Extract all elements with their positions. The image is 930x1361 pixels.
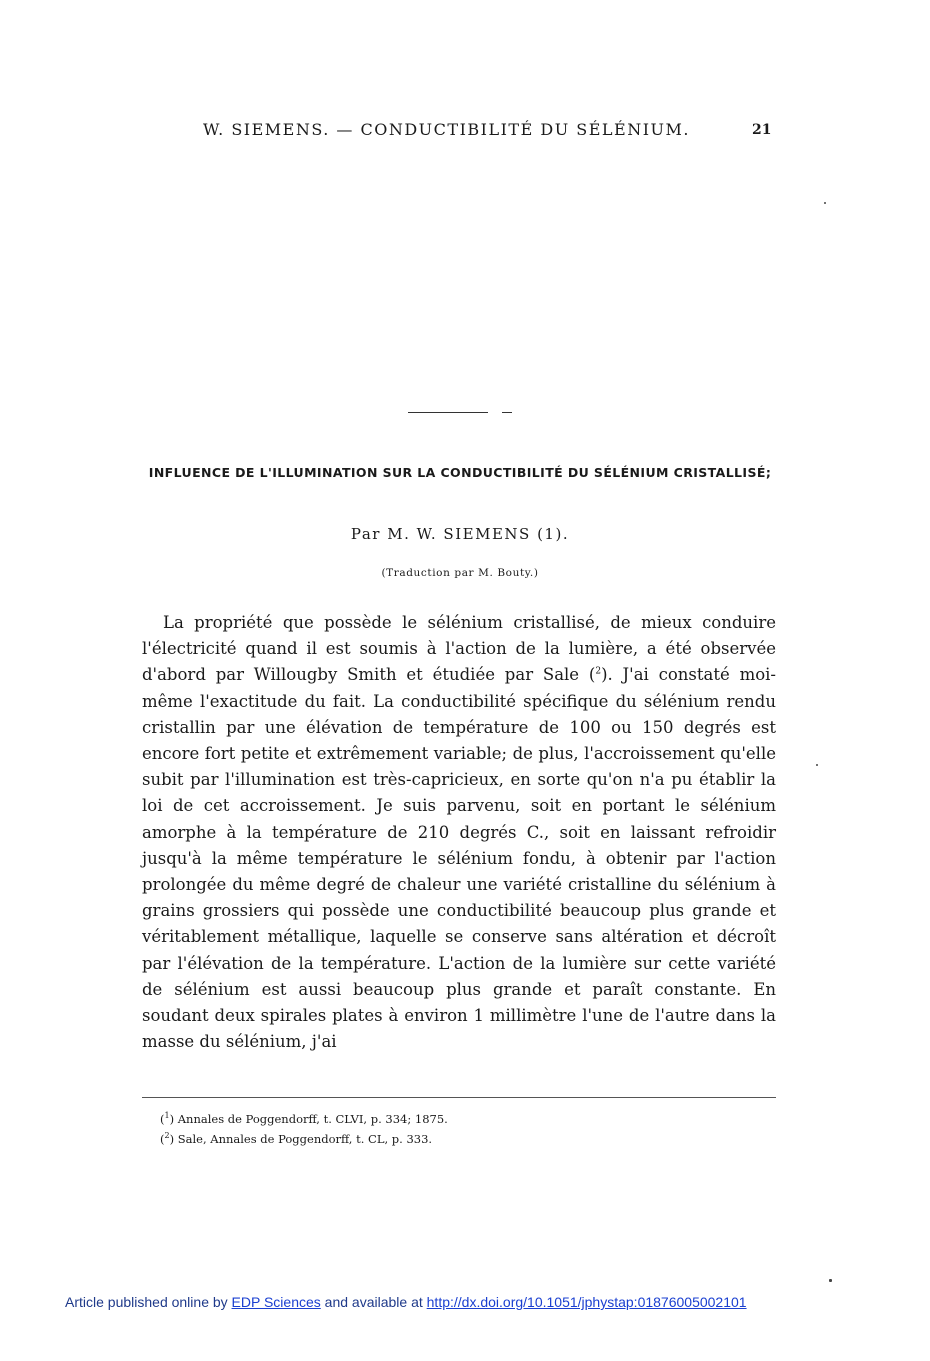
page-number: 21 <box>752 122 772 138</box>
footnote-mark: ($^1$) <box>160 1111 175 1126</box>
publisher-banner <box>65 1294 865 1310</box>
footnote <box>160 1111 760 1126</box>
footnote-rule <box>142 1097 776 1098</box>
title-separator-tail <box>502 412 512 413</box>
byline-note-ref: (1). <box>537 525 570 543</box>
scan-speck <box>816 764 818 766</box>
body-text-part2: ). J'ai constaté moi-même l'exactitude du fait. La conductibilité spécifique du sélénium rendu cristallin par une élévation de température de 100 ou 150 degrés est encore fort petite et extrêmement variable; de plus, l'accroissement qu'elle subit par l'illumination est très-capricieux, en sorte qu'on n'a pu établir la loi de cet accroissement. Je suis parvenu, soit en portant le sélénium amorphe à la température de 210 degrés C., soit en laissant refroidir jusqu'à la même température le sélénium fondu, à obtenir par l'action prolongée du même degré de chaleur une variété cristalline du sélénium à grains grossiers qui possède une conductibilité beaucoup plus grande et véritablement métallique, laquelle se conserve sans altération et décroît par l'élévation de la température. L'action de la lumière sur cette variété de sélénium est aussi beaucoup plus grande et paraît constante. En soudant deux spirales plates à environ 1 millimètre l'une de l'autre dans la masse du sélénium, j'ai <box>142 665 776 1052</box>
byline <box>200 525 720 543</box>
footnote-text: Sale, Annales de Poggendorff, t. CL, p. 333. <box>177 1131 433 1146</box>
footnote-text: Annales de Poggendorff, t. CLVI, p. 334; 1875. <box>177 1111 448 1126</box>
running-head: W. SIEMENS. — CONDUCTIBILITÉ DU SÉLÉNIUM. <box>203 120 690 139</box>
body-paragraph <box>142 610 776 1055</box>
article-title: INFLUENCE DE L'ILLUMINATION SUR LA CONDUCTIBILITÉ DU SÉLÉNIUM CRISTALLISÉ; <box>148 465 772 480</box>
doi-link[interactable]: http://dx.doi.org/10.1051/jphystap:01876005002101 <box>426 1294 747 1310</box>
body-text-part1: La propriété que possède le sélénium cristallisé, de mieux conduire l'électricité quand il est soumis à l'action de la lumière, a été observée d'abord par Willougby Smith et étudiée par Sale ( <box>142 613 776 685</box>
byline-author: Par M. W. SIEMENS <box>350 525 531 543</box>
footnote <box>160 1131 760 1146</box>
scan-speck <box>829 1279 832 1282</box>
banner-middle: and available at <box>320 1294 427 1310</box>
publisher-link[interactable]: EDP Sciences <box>231 1294 321 1310</box>
translation-note: (Traduction par M. Bouty.) <box>381 567 539 579</box>
title-separator <box>408 412 488 413</box>
banner-prefix: Article published online by <box>65 1294 232 1310</box>
footnote-ref-2: 2 <box>595 666 602 677</box>
footnote-mark: ($^2$) <box>160 1131 175 1146</box>
scan-speck <box>824 202 826 204</box>
